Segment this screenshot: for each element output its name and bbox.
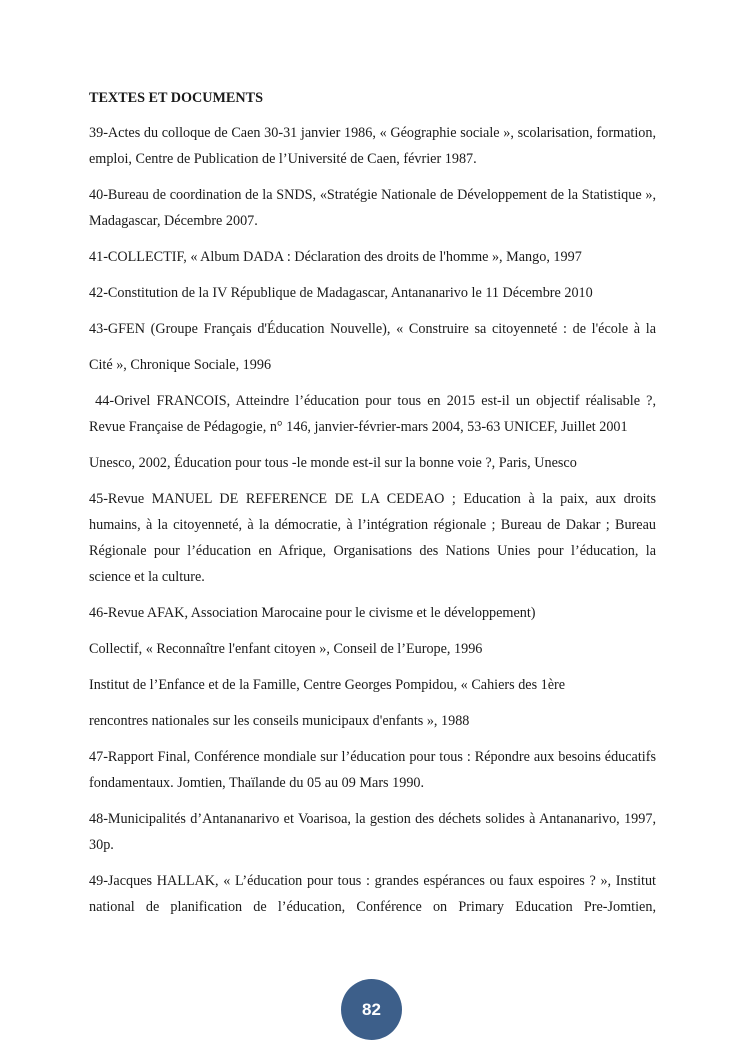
reference-44: 44-Orivel FRANCOIS, Atteindre l’éducation pour tous en 2015 est-il un objectif réalisable ?, Revue Française de Pédagogie, n° 146, janvier-février-mars 2004, 53-63 UNICEF, Juillet 2001	[89, 393, 660, 435]
reference-49: 49-Jacques HALLAK, « L’éducation pour tous : grandes espérances ou faux espoires ? », Institut national de planification de l’éducation, Conférence on Primary Education Pre-Jomtien,	[89, 873, 656, 915]
reference-collectif: Collectif, « Reconnaître l'enfant citoyen », Conseil de l’Europe, 1996	[89, 641, 483, 657]
page-number: 82	[362, 999, 381, 1019]
page-number-badge	[341, 979, 402, 1040]
reference-39: 39-Actes du colloque de Caen 30-31 janvier 1986, « Géographie sociale », scolarisation, formation, emploi, Centre de Publication de l’Université de Caen, février 1987.	[89, 125, 656, 167]
reference-unesco: Unesco, 2002, Éducation pour tous -le monde est-il sur la bonne voie ?, Paris, Unesco	[89, 455, 577, 471]
reference-41: 41-COLLECTIF, « Album DADA : Déclaration des droits de l'homme », Mango, 1997	[89, 249, 582, 265]
document-body	[89, 86, 660, 930]
reference-42: 42-Constitution de la IV République de Madagascar, Antananarivo le 11 Décembre 2010	[89, 285, 593, 301]
reference-48: 48-Municipalités d’Antananarivo et Voarisoa, la gestion des déchets solides à Antananarivo, 1997, 30p.	[89, 811, 656, 853]
reference-40: 40-Bureau de coordination de la SNDS, «Stratégie Nationale de Développement de la Statistique », Madagascar, Décembre 2007.	[89, 187, 656, 229]
section-heading: TEXTES ET DOCUMENTS	[89, 90, 263, 106]
reference-institut-continued: rencontres nationales sur les conseils municipaux d'enfants », 1988	[89, 713, 470, 729]
reference-47: 47-Rapport Final, Conférence mondiale sur l’éducation pour tous : Répondre aux besoins éducatifs fondamentaux. Jomtien, Thaïlande du 05 au 09 Mars 1990.	[89, 749, 656, 791]
reference-45: 45-Revue MANUEL DE REFERENCE DE LA CEDEAO ; Education à la paix, aux droits humains, à la citoyenneté, à la démocratie, à l’intégration régionale ; Bureau de Dakar ; Bureau Régionale pour l’éducation en Afrique, Organisations des Nations Unies pour l’éducation, la science et la culture.	[89, 491, 656, 585]
reference-institut: Institut de l’Enfance et de la Famille, Centre Georges Pompidou, « Cahiers des 1ère	[89, 677, 566, 693]
reference-43: 43-GFEN (Groupe Français d'Éducation Nouvelle), « Construire sa citoyenneté : de l'école à la	[89, 321, 656, 337]
reference-43-continued: Cité », Chronique Sociale, 1996	[89, 357, 272, 373]
reference-46: 46-Revue AFAK, Association Marocaine pour le civisme et le développement)	[89, 605, 536, 621]
